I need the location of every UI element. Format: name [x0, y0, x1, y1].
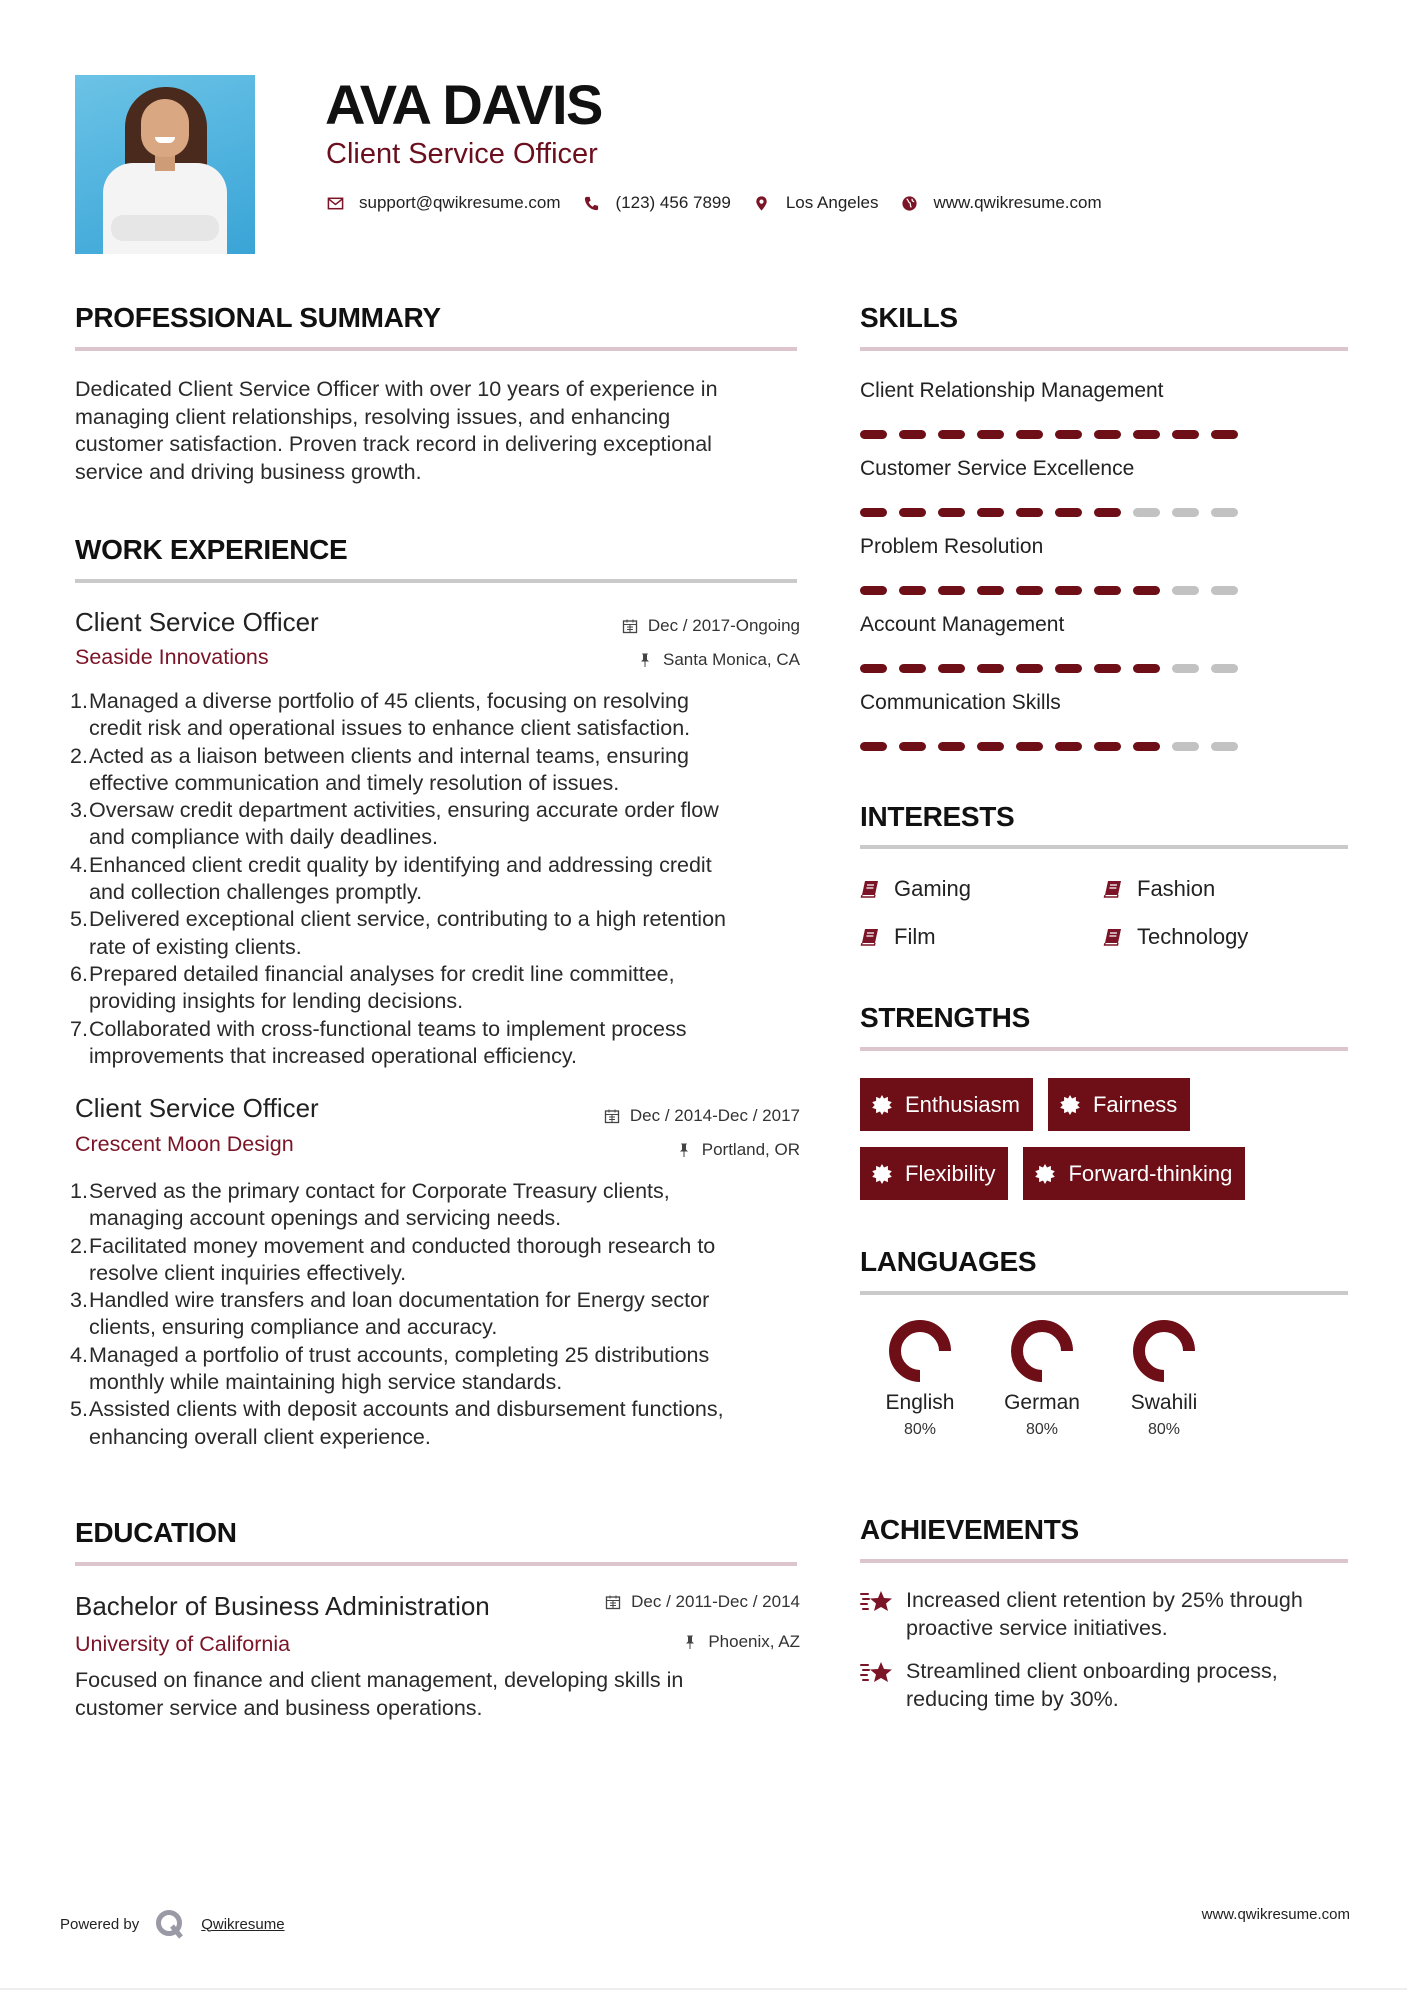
- pushpin-icon: [682, 1634, 698, 1650]
- globe-icon: [900, 194, 918, 212]
- language-name: English: [885, 1391, 955, 1414]
- section-divider: [860, 845, 1348, 849]
- strength-badge: [1048, 1078, 1190, 1131]
- job-bullets: [70, 1178, 810, 1451]
- phone-icon: [583, 194, 601, 212]
- contact-email-text: support@qwikresume.com: [359, 193, 561, 212]
- badge-burst-icon: [1035, 1164, 1055, 1184]
- job-dates: [604, 1106, 800, 1126]
- section-divider: [860, 1291, 1348, 1295]
- pushpin-icon: [676, 1142, 692, 1158]
- skill-rating-bar: [860, 586, 1250, 595]
- education-dates-text: Dec / 2011-Dec / 2014: [631, 1592, 800, 1611]
- job-dates-text: Dec / 2014-Dec / 2017: [629, 1106, 800, 1125]
- qwikresume-logo-icon: [154, 1908, 186, 1940]
- profile-photo: [75, 75, 255, 254]
- calendar-icon: [622, 618, 638, 634]
- strength-badge: [1023, 1147, 1245, 1200]
- skill-name: Problem Resolution: [860, 535, 1044, 558]
- footer-site-url[interactable]: www.qwikresume.com: [1201, 1906, 1350, 1923]
- skill-rating-bar: [860, 742, 1250, 751]
- achievement-line: proactive service initiatives.: [906, 1616, 1168, 1640]
- section-divider: [860, 1559, 1348, 1563]
- job-company: Seaside Innovations: [75, 645, 269, 669]
- job-location-text: Santa Monica, CA: [662, 650, 800, 669]
- section-heading-skills: SKILLS: [860, 302, 958, 333]
- job-title: Client Service Officer: [75, 1093, 319, 1123]
- skill-name: Customer Service Excellence: [860, 457, 1135, 480]
- strength-label: Flexibility: [905, 1160, 996, 1186]
- interest-item: [860, 923, 1103, 951]
- calendar-icon: [605, 1594, 621, 1610]
- school-name: University of California: [75, 1632, 291, 1656]
- section-heading-experience: WORK EXPERIENCE: [75, 534, 348, 565]
- skill-name: Communication Skills: [860, 691, 1061, 714]
- job-dates-text: Dec / 2017-Ongoing: [647, 616, 800, 635]
- language-name: Swahili: [1130, 1391, 1198, 1414]
- contact-row: [326, 193, 1124, 213]
- section-heading-languages: LANGUAGES: [860, 1246, 1037, 1277]
- skill-name: Account Management: [860, 613, 1065, 636]
- job-dates: [622, 616, 800, 636]
- contact-phone[interactable]: [583, 193, 731, 213]
- interest-item: [1103, 875, 1303, 903]
- education-line: Focused on finance and client management, developing skills in: [75, 1668, 684, 1692]
- summary-text: [75, 376, 805, 486]
- language-item: [982, 1320, 1102, 1439]
- list-item: 4. Enhanced client credit quality by identifying and addressing credit and collection challenges promptly.: [70, 852, 712, 905]
- interest-label: Technology: [1137, 924, 1249, 949]
- interests-list: [860, 875, 1300, 951]
- language-progress-ring: [1011, 1320, 1073, 1382]
- skill-item: [860, 378, 1250, 439]
- achievement-item: [860, 1657, 1340, 1713]
- section-divider: [75, 347, 797, 351]
- education-dates: [605, 1592, 800, 1612]
- achievement-line: Streamlined client onboarding process,: [906, 1659, 1278, 1683]
- education-location: [682, 1632, 800, 1652]
- summary-line: service and driving business growth.: [75, 459, 422, 484]
- list-item: 1. Served as the primary contact for Corporate Treasury clients, managing account openings and servicing needs.: [70, 1179, 670, 1231]
- list-item: 3. Oversaw credit department activities, ensuring accurate order flow and compliance with daily deadlines.: [70, 798, 719, 850]
- powered-by-label: Powered by: [60, 1915, 140, 1933]
- shooting-star-icon: [860, 1659, 894, 1685]
- book-icon: [1103, 928, 1123, 946]
- contact-website[interactable]: [900, 193, 1101, 213]
- section-heading-summary: PROFESSIONAL SUMMARY: [75, 302, 441, 333]
- section-heading-achievements: ACHIEVEMENTS: [860, 1514, 1079, 1545]
- summary-line: customer satisfaction. Proven track record in delivering exceptional: [75, 432, 712, 456]
- job-location: [676, 1140, 800, 1160]
- skill-item: [860, 690, 1250, 751]
- language-item: [1104, 1320, 1224, 1439]
- badge-burst-icon: [1060, 1095, 1080, 1115]
- badge-burst-icon: [872, 1095, 892, 1115]
- degree-title: Bachelor of Business Administration: [75, 1591, 490, 1621]
- language-progress-ring: [889, 1320, 951, 1382]
- list-item: 4. Managed a portfolio of trust accounts, completing 25 distributions monthly while maintaining high service standards.: [70, 1342, 710, 1395]
- language-percent: 80%: [903, 1421, 937, 1438]
- list-item: 5. Assisted clients with deposit accounts and disbursement functions, enhancing overall client experience.: [70, 1397, 724, 1449]
- languages-list: [860, 1320, 1226, 1439]
- interest-label: Film: [894, 924, 936, 949]
- section-heading-interests: INTERESTS: [860, 801, 1015, 832]
- section-divider: [75, 579, 797, 583]
- language-progress-ring: [1133, 1320, 1195, 1382]
- interest-item: [1103, 923, 1303, 951]
- list-item: 7. Collaborated with cross-functional teams to implement process improvements that increased operational efficiency.: [70, 1016, 687, 1068]
- photo-arms: [111, 215, 219, 241]
- calendar-icon: [604, 1108, 620, 1124]
- strength-badge: [860, 1147, 1008, 1200]
- achievement-line: Increased client retention by 25% through: [906, 1588, 1303, 1612]
- pushpin-icon: [637, 652, 653, 668]
- education-line: customer service and business operations.: [75, 1695, 483, 1720]
- skill-item: [860, 612, 1250, 673]
- book-icon: [1103, 880, 1123, 898]
- language-percent: 80%: [1025, 1421, 1059, 1438]
- section-divider: [75, 1562, 797, 1566]
- job-bullets: [70, 688, 810, 1070]
- section-divider: [860, 347, 1348, 351]
- contact-email[interactable]: [326, 193, 561, 213]
- book-icon: [860, 880, 880, 898]
- contact-phone-text: (123) 456 7899: [615, 193, 731, 212]
- skill-item: [860, 456, 1250, 517]
- education-description: [75, 1667, 805, 1722]
- book-icon: [860, 928, 880, 946]
- list-item: 6. Prepared detailed financial analyses for credit line committee, providing insights for lending decisions.: [70, 961, 675, 1014]
- job-location: [637, 650, 800, 670]
- strength-label: Forward-thinking: [1068, 1160, 1233, 1186]
- skill-rating-bar: [860, 664, 1250, 673]
- achievement-item: [860, 1586, 1340, 1642]
- skill-rating-bar: [860, 508, 1250, 517]
- badge-burst-icon: [872, 1164, 892, 1184]
- list-item: 3. Handled wire transfers and loan documentation for Energy sector clients, ensuring compliance and accuracy.: [70, 1288, 710, 1340]
- strength-label: Enthusiasm: [905, 1091, 1020, 1117]
- skill-name: Client Relationship Management: [860, 379, 1164, 402]
- contact-location: [753, 193, 879, 213]
- photo-face: [141, 99, 189, 157]
- qwikresume-link[interactable]: Qwikresume: [201, 1915, 285, 1933]
- job-company: Crescent Moon Design: [75, 1132, 294, 1156]
- education-location-text: Phoenix, AZ: [708, 1632, 800, 1651]
- map-marker-icon: [753, 194, 771, 212]
- job-title: Client Service Officer: [75, 607, 319, 637]
- skill-item: [860, 534, 1250, 595]
- list-item: 2. Acted as a liaison between clients and internal teams, ensuring effective communication and timely resolution of issues.: [70, 743, 689, 795]
- interest-item: [860, 875, 1103, 903]
- list-item: 5. Delivered exceptional client service, contributing to a high retention rate of existing clients.: [70, 907, 727, 959]
- job-location-text: Portland, OR: [701, 1140, 800, 1159]
- summary-line: Dedicated Client Service Officer with over 10 years of experience in: [75, 377, 718, 401]
- summary-line: managing client relationships, resolving issues, and enhancing: [75, 404, 671, 429]
- list-item: 2. Facilitated money movement and conducted thorough research to resolve client inquiries effectively.: [70, 1233, 716, 1285]
- strengths-list: [860, 1078, 1330, 1216]
- footer-powered-by: [60, 1908, 285, 1940]
- interest-label: Gaming: [894, 876, 972, 901]
- achievement-line: reducing time by 30%.: [906, 1687, 1119, 1711]
- contact-website-text[interactable]: www.qwikresume.com: [933, 193, 1102, 212]
- candidate-title: Client Service Officer: [326, 138, 598, 170]
- skill-rating-bar: [860, 430, 1250, 439]
- candidate-name: AVA DAVIS: [325, 73, 602, 136]
- strength-badge: [860, 1078, 1033, 1131]
- contact-location-text: Los Angeles: [785, 193, 879, 212]
- section-heading-education: EDUCATION: [75, 1517, 237, 1548]
- language-percent: 80%: [1147, 1421, 1181, 1438]
- section-divider: [860, 1047, 1348, 1051]
- strength-label: Fairness: [1092, 1091, 1178, 1117]
- photo-smile: [155, 137, 175, 143]
- section-heading-strengths: STRENGTHS: [860, 1002, 1030, 1033]
- list-item: 1. Managed a diverse portfolio of 45 clients, focusing on resolving credit risk and operational issues to enhance client satisfaction.: [70, 689, 691, 741]
- interest-label: Fashion: [1137, 876, 1216, 901]
- envelope-icon: [326, 194, 344, 212]
- language-item: [860, 1320, 980, 1439]
- language-name: German: [1004, 1391, 1080, 1414]
- shooting-star-icon: [860, 1588, 894, 1614]
